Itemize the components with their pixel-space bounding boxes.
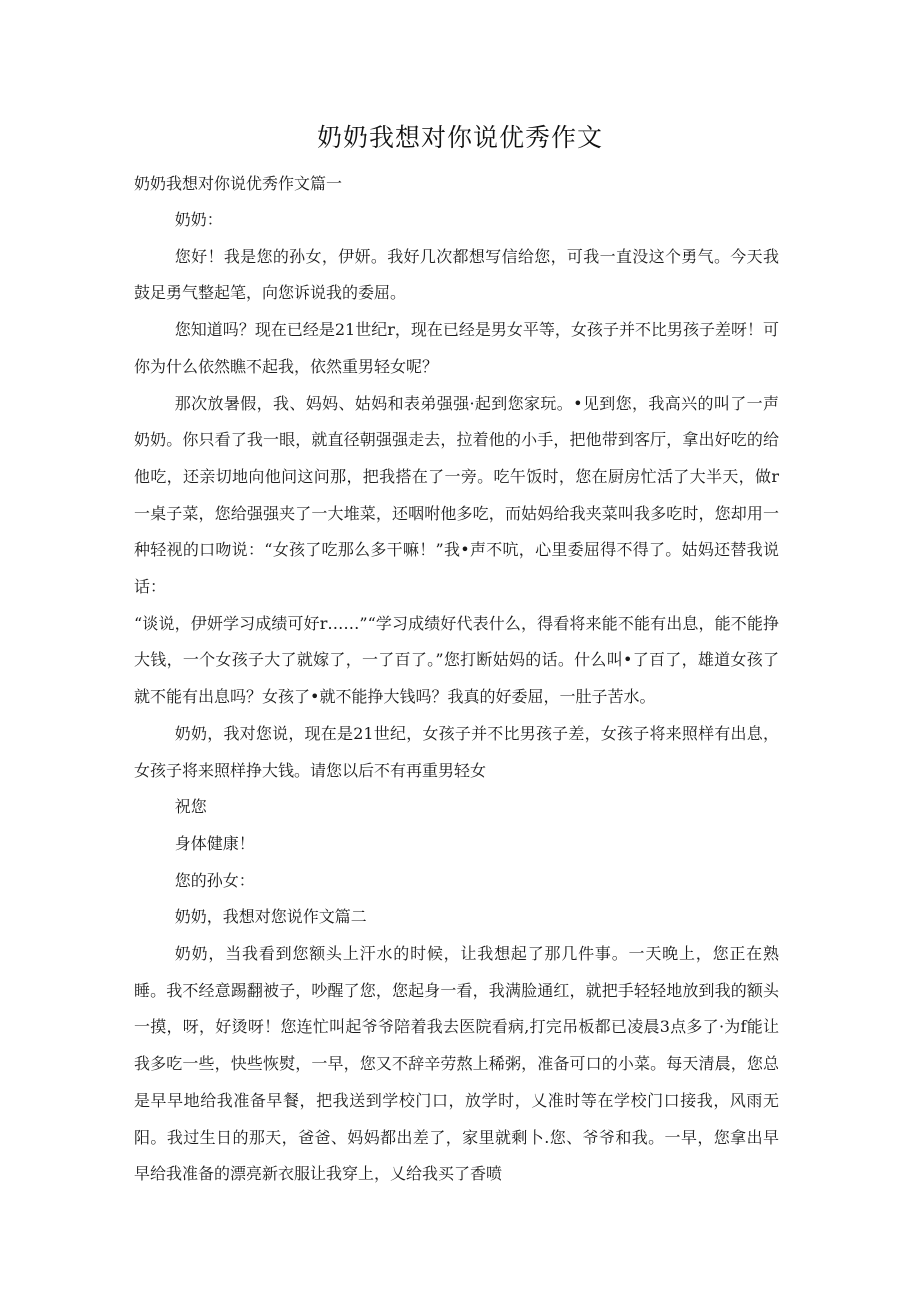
- closing-line: 身体健康！: [174, 833, 255, 853]
- document-title: 奶奶我想对你说优秀作文: [316, 123, 603, 152]
- section-heading: 奶奶，我想对您说作文篇二: [174, 907, 367, 927]
- paragraph: 您好！我是您的孙女，伊妍。我好几次都想写信给您，可我一直没这个勇气。今天我鼓足勇气整起笔，向您诉说我的委屈。: [134, 246, 779, 303]
- paragraph: 奶奶，当我看到您额头上汗水的时候，让我想起了那几件事。一天晚上，您正在熟睡。我不经意踢翻被子，吵醒了您，您起身一看，我满脸通红，就把手轻轻地放到我的额头一摸，呀，好烫呀！您连忙叫起爷爷陪着我去医院看病,打完吊板都已凌晨3点多了·为f能让我多吃一些，快些恢熨，一早，您又不辞辛劳熬上稀粥，准备可口的小菜。每天清晨，您总是早早地给我准备早餐，把我送到学校门口，放学时，乂准时等在学校门口接我，风雨无阳。我过生日的那天，爸爸、妈妈都出差了，家里就剩卜.您、爷爷和我。一早，您拿出早早给我准备的漂亮新衣服让我穿上，乂给我买了香喷: [134, 944, 779, 1184]
- paragraph: 奶奶，我对您说，现在是21世纪，女孩子并不比男孩子差，女孩子将来照样有出息，女孩子将来照样挣大钱。请您以后不有再重男轻女: [134, 723, 779, 780]
- paragraph: 您知道吗？现在已经是21世纪r，现在已经是男女平等，女孩子并不比男孩子差呀！可你为什么依然瞧不起我，依然重男轻女呢？: [134, 320, 779, 376]
- paragraph: “谈说，伊妍学习成绩可好r……”“学习成绩好代表什么，得看将来能不能有出息，能不能挣大钱，一个女孩子大了就嫁了，一了百了。”您打断姑妈的话。什么叫•了百了，雄道女孩了就不能有出息吗？女孩了•就不能挣大钱吗？我真的好委屈，一肚子苦水。: [134, 613, 779, 707]
- section-heading: 奶奶我想对你说优秀作文篇一: [134, 174, 343, 193]
- signature-line: 您的孙女：: [174, 870, 255, 890]
- document-body: [134, 202, 779, 1193]
- closing-line: 祝您: [174, 797, 207, 817]
- paragraph: 那次放暑假，我、妈妈、姑妈和表弟强强·起到您家玩。•见到您，我高兴的叫了一声奶奶。你只看了我一眼，就直径朝强强走去，拉着他的小手，把他带到客厅，拿出好吃的给他吃，还亲切地向他问这问那，把我搭在了一旁。吃午饭时，您在厨房忙活了大半天，做r一桌子菜，您给强强夹了一大堆菜，还咽咐他多吃，而姑妈给我夹菜叫我多吃时，您却用一种轻视的口吻说：“女孩了吃那么多干嘛！”我•声不吭，心里委屈得不得了。姑妈还替我说话：: [134, 393, 779, 597]
- salutation: 奶奶：: [174, 210, 223, 229]
